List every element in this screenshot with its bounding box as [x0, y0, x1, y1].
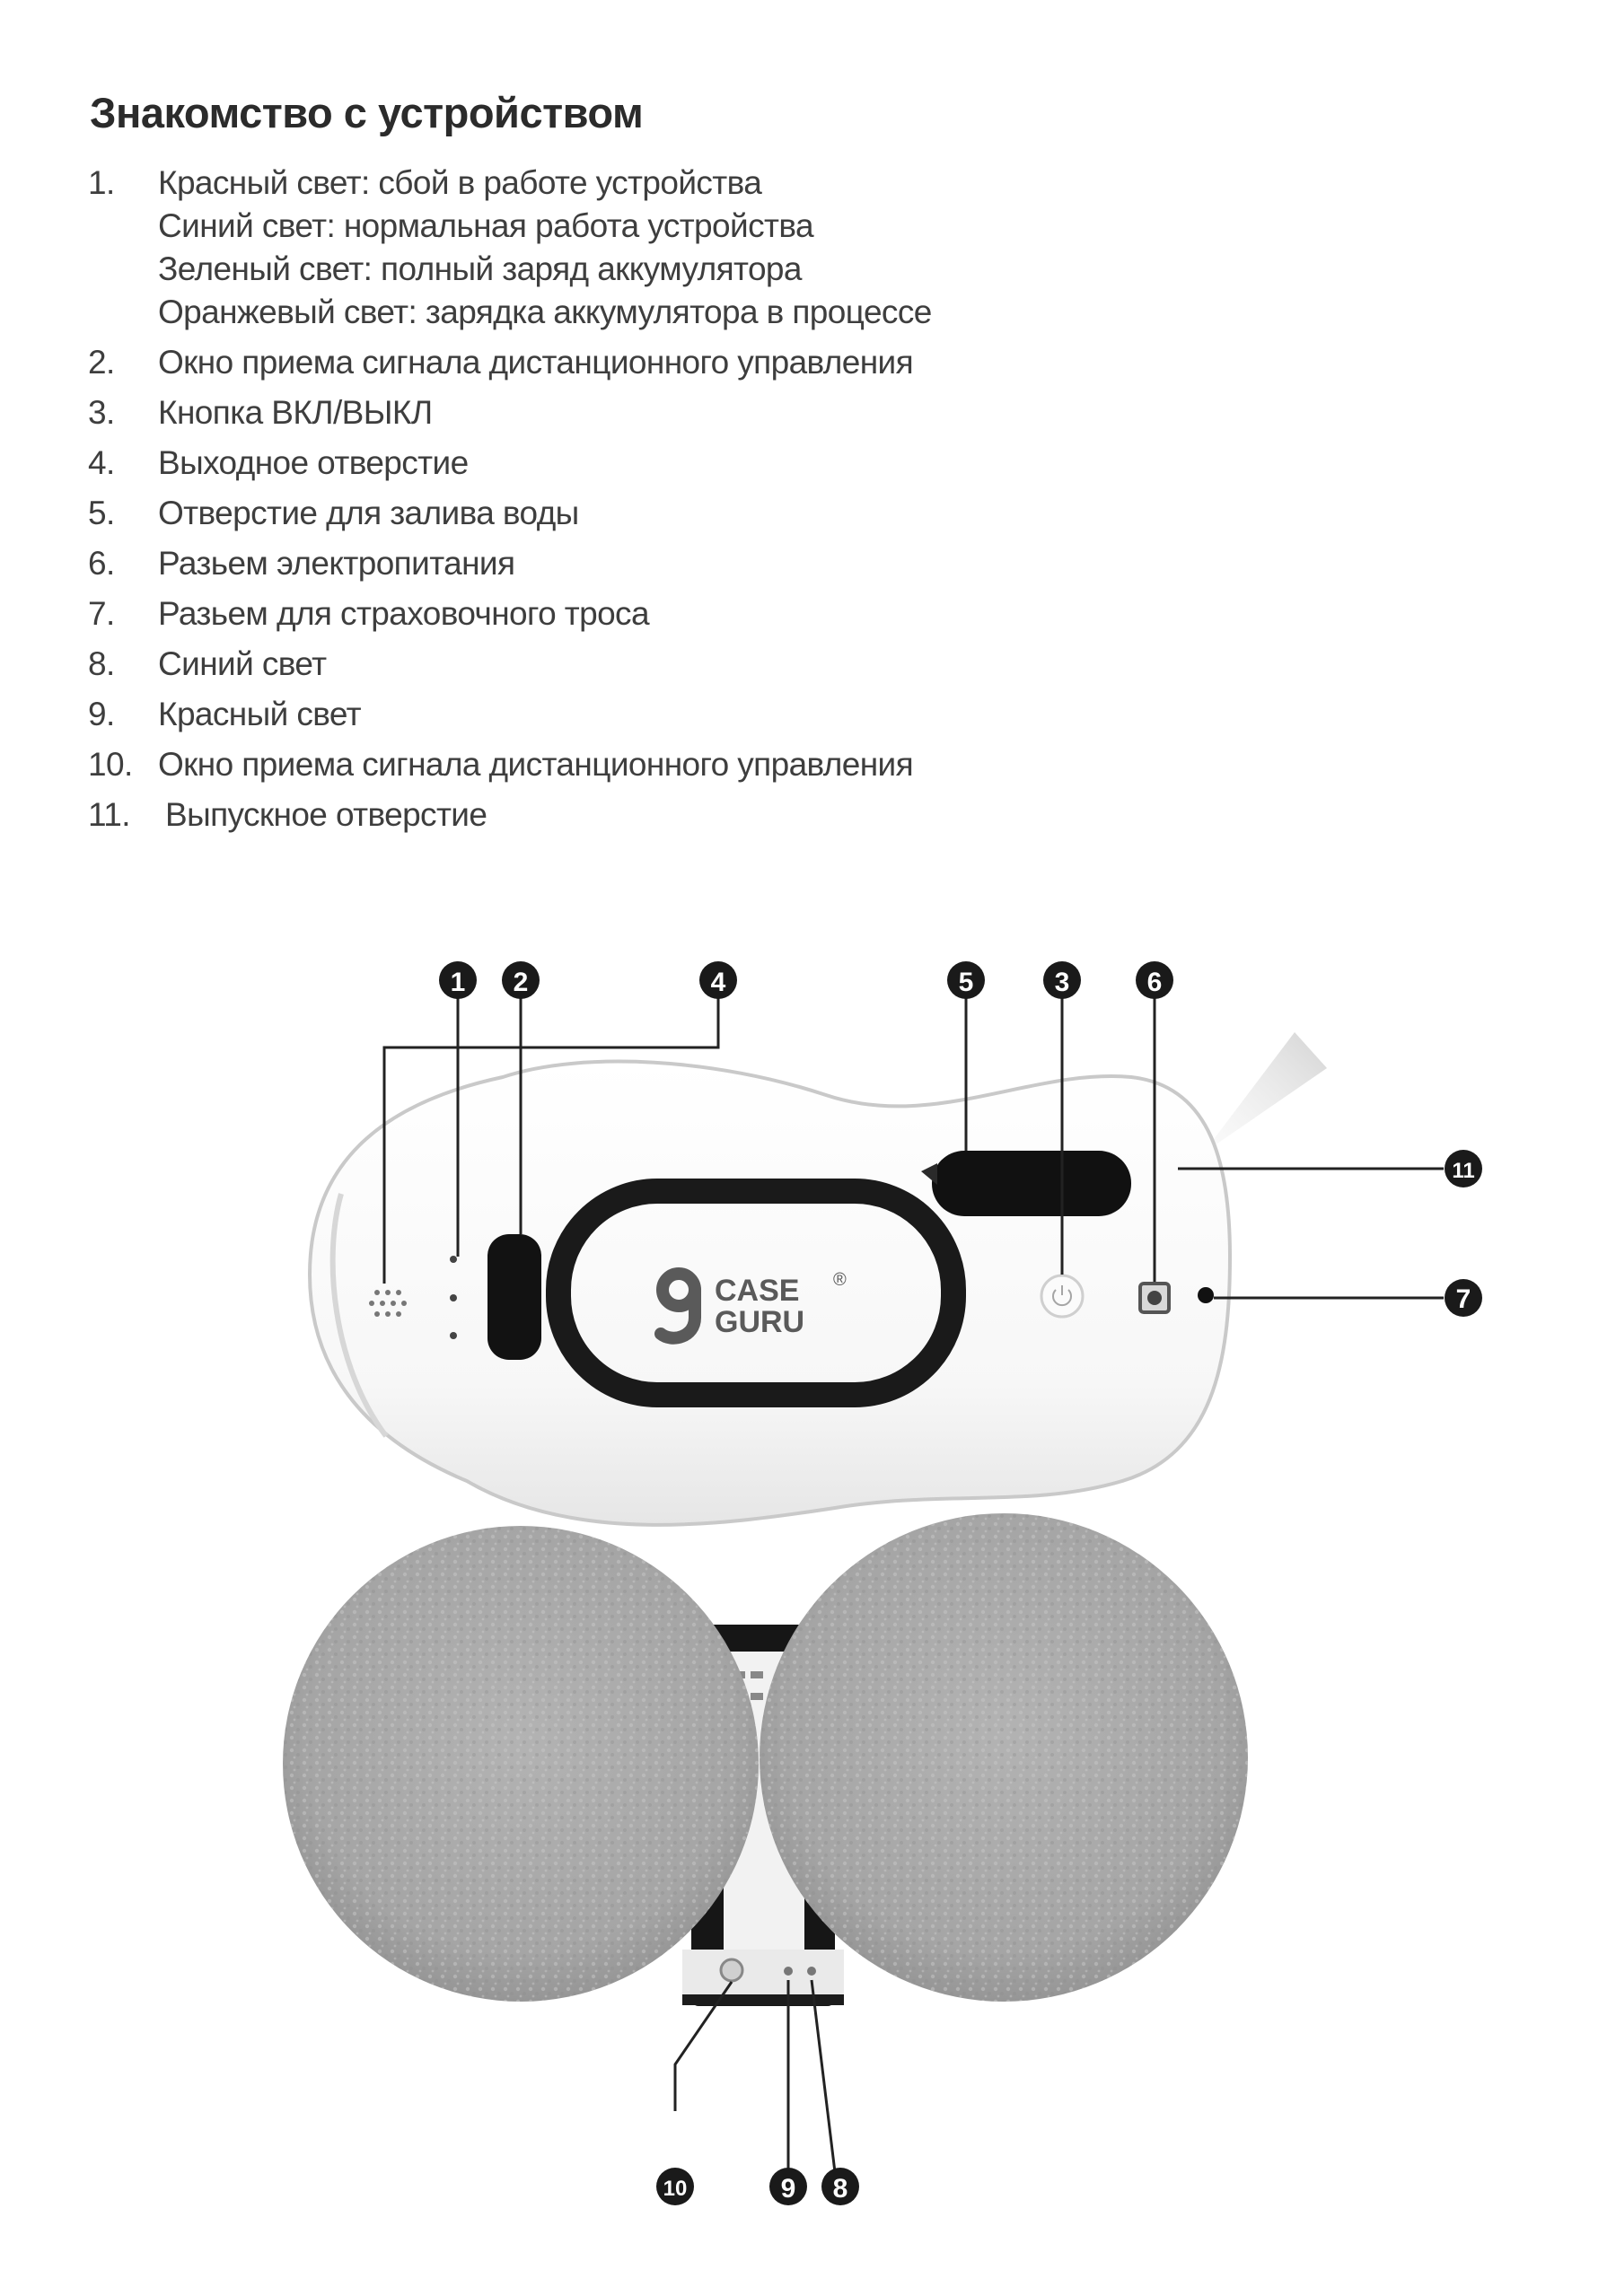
- item-text: Отверстие для залива воды: [158, 495, 579, 531]
- svg-text:8: 8: [832, 2174, 848, 2204]
- leader-lines-bottom: [675, 1980, 835, 2172]
- svg-text:9: 9: [780, 2174, 796, 2204]
- callout-8: [821, 2168, 859, 2205]
- bottom-remote-window: [721, 1959, 742, 1981]
- item-text: Разьем для страховочного троса: [158, 595, 649, 632]
- item-text: Выходное отверстие: [158, 444, 469, 481]
- callout-1: [439, 961, 477, 999]
- power-socket-icon: [1140, 1284, 1169, 1312]
- item-number: 9.: [88, 696, 115, 732]
- item-number: 8.: [88, 645, 115, 682]
- brand-case: CASE: [715, 1274, 800, 1308]
- svg-text:10: 10: [663, 2177, 688, 2201]
- item-number: 3.: [88, 394, 115, 431]
- item-number: 2.: [88, 344, 115, 381]
- callout-7: [1445, 1279, 1482, 1317]
- item-text: Синий свет: нормальная работа устройства: [158, 207, 813, 244]
- callout-3: [1043, 961, 1081, 999]
- registered-mark: ®: [833, 1270, 847, 1290]
- callout-2: [502, 961, 540, 999]
- svg-text:6: 6: [1146, 968, 1163, 997]
- device-bottom-view: [283, 1513, 1248, 2205]
- item-text: Зеленый свет: полный заряд аккумулятора: [158, 250, 802, 287]
- item-text: Выпускное отверстие: [165, 796, 487, 833]
- item-text: Синий свет: [158, 645, 327, 682]
- item-text: Оранжевый свет: зарядка аккумулятора в процессе: [158, 294, 932, 330]
- callout-6: [1136, 961, 1173, 999]
- svg-text:7: 7: [1455, 1284, 1471, 1314]
- svg-text:11: 11: [1452, 1159, 1475, 1183]
- item-text: Окно приема сигнала дистанционного управления: [158, 344, 914, 381]
- svg-text:2: 2: [513, 968, 529, 997]
- bottom-blue-light: [807, 1967, 816, 1976]
- item-text: Красный свет: сбой в работе устройства: [158, 164, 762, 201]
- safety-rope-connector: [1198, 1287, 1214, 1303]
- remote-receiver-window: [487, 1234, 541, 1360]
- spray-mist: [1203, 1032, 1327, 1153]
- item-text: Разьем электропитания: [158, 545, 515, 582]
- water-inlet: [932, 1151, 1131, 1216]
- svg-text:4: 4: [710, 968, 726, 997]
- brand-guru: GURU: [715, 1305, 805, 1339]
- svg-text:1: 1: [450, 968, 466, 997]
- item-number: 5.: [88, 495, 115, 531]
- item-text: Окно приема сигнала дистанционного управления: [158, 746, 914, 783]
- item-text: Кнопка ВКЛ/ВЫКЛ: [158, 394, 433, 431]
- bottom-red-light: [784, 1967, 793, 1976]
- callout-9: [769, 2168, 807, 2205]
- item-text: Красный свет: [158, 696, 362, 732]
- item-number: 11.: [88, 796, 130, 833]
- item-number: 6.: [88, 545, 115, 582]
- item-number: 1.: [88, 164, 115, 201]
- callout-4: [699, 961, 737, 999]
- svg-text:5: 5: [958, 968, 974, 997]
- item-number: 10.: [88, 746, 133, 783]
- callout-5: [947, 961, 985, 999]
- page-title: Знакомство с устройством: [90, 89, 644, 136]
- callout-10: [656, 2168, 694, 2205]
- callout-11: [1445, 1150, 1482, 1187]
- svg-text:3: 3: [1054, 968, 1070, 997]
- item-number: 4.: [88, 444, 115, 481]
- device-top-view: [310, 961, 1482, 1525]
- power-button-icon: [1041, 1275, 1083, 1317]
- item-number: 7.: [88, 595, 115, 632]
